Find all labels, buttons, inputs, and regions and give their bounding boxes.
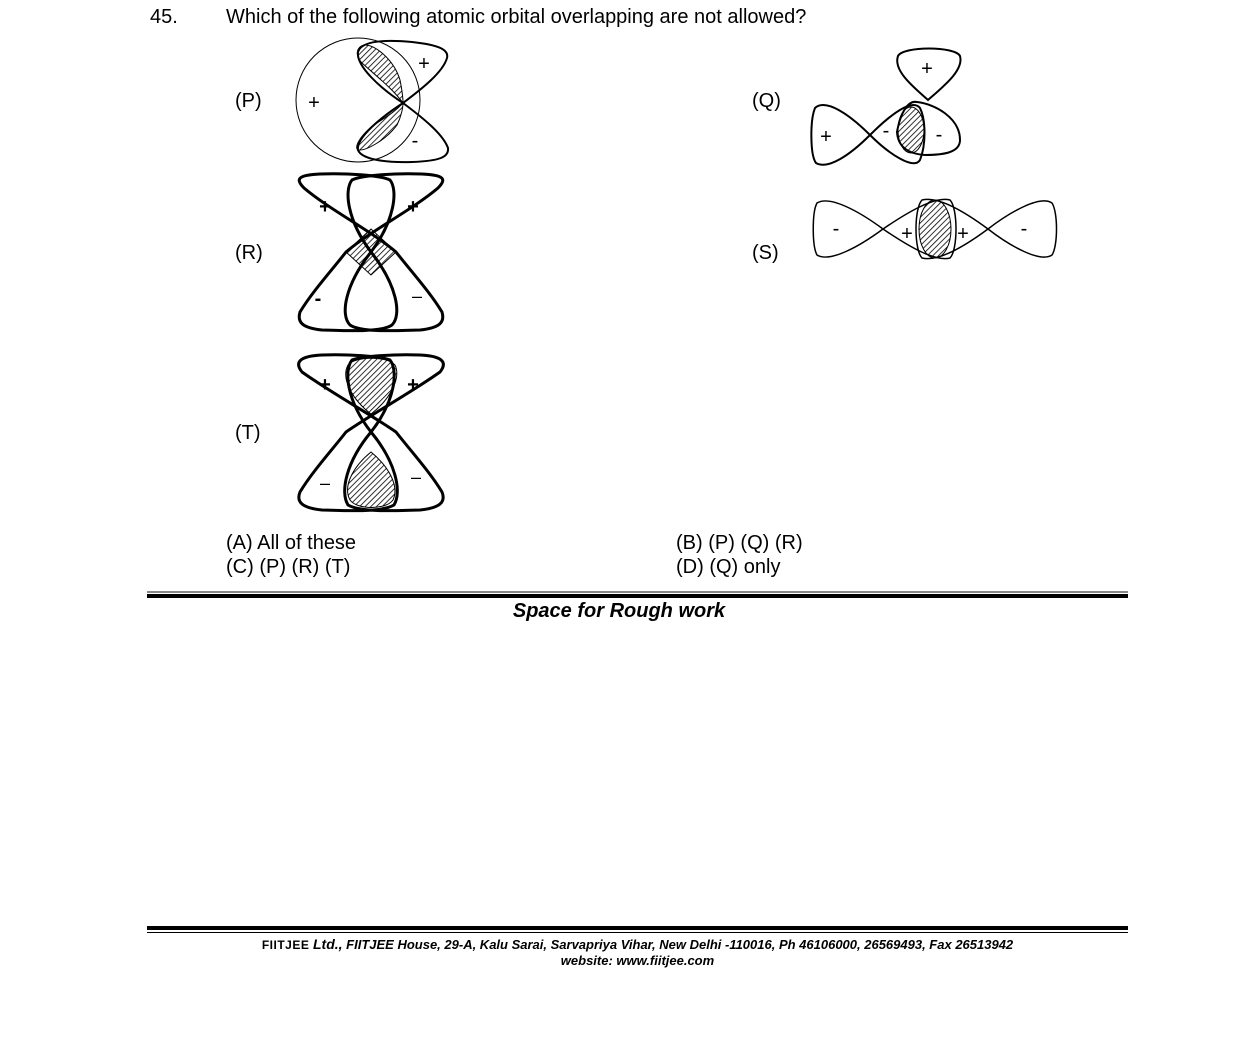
diagram-label-r: (R) [235, 242, 263, 264]
r-sign-br: – [411, 286, 423, 306]
t-sign-bl: – [319, 473, 331, 493]
option-a: (A) All of these [226, 532, 357, 554]
option-c: (C) (P) (R) (T) [226, 556, 351, 578]
p-overlap-lower [357, 103, 403, 150]
s-overlap [919, 200, 951, 258]
q-sign-top: + [921, 58, 933, 80]
diagram-label-q: (Q) [752, 90, 781, 112]
r-sign-tr: + [407, 196, 419, 218]
q-sign-left: + [820, 126, 832, 148]
question-text: Which of the following atomic orbital overlapping are not allowed? [226, 6, 807, 28]
rough-work-rule-lower [147, 594, 1128, 598]
r-sign-bl: - [314, 288, 322, 310]
diagram-t [299, 355, 444, 511]
p-sign-upper: + [418, 53, 430, 75]
footer-ltd: Ltd., [312, 936, 343, 952]
s-sign-2: + [901, 223, 913, 245]
footer-website: website: www.fiitjee.com [560, 953, 715, 968]
footer-address-line [147, 936, 1128, 952]
p-overlap-upper [357, 45, 403, 103]
rough-work-heading: Space for Rough work [512, 600, 726, 622]
footer-rule-thin [147, 932, 1128, 933]
diagram-label-p: (P) [235, 90, 262, 112]
footer-address: FIITJEE House, 29-A, Kalu Sarai, Sarvapriya Vihar, New Delhi -110016, Ph 46106000, 26569493, Fax 26513942 [346, 937, 1014, 952]
r-sign-tl: + [319, 196, 331, 218]
diagram-p [296, 38, 448, 162]
diagram-label-s: (S) [752, 242, 779, 264]
rough-work-rule-upper [147, 591, 1128, 593]
footer-brand: FIITJEE [261, 938, 310, 952]
p-sign-lower: - [411, 130, 419, 152]
s-sign-1: - [832, 218, 840, 240]
q-sign-right: - [935, 124, 943, 146]
option-d: (D) (Q) only [676, 556, 781, 578]
s-sign-4: - [1020, 218, 1028, 240]
t-sign-br: – [410, 467, 422, 487]
q-sign-mid: - [882, 120, 890, 142]
diagram-r [299, 174, 443, 331]
diagram-label-t: (T) [235, 422, 261, 444]
question-number: 45. [150, 6, 178, 28]
t-sign-tl: + [319, 374, 331, 396]
diagram-s [813, 199, 1056, 258]
footer-rule-thick [147, 926, 1128, 930]
t-sign-tr: + [407, 374, 419, 396]
s-sign-3: + [957, 223, 969, 245]
option-b: (B) (P) (Q) (R) [676, 532, 803, 554]
diagram-q [811, 49, 960, 165]
p-sign-s: + [308, 92, 320, 114]
